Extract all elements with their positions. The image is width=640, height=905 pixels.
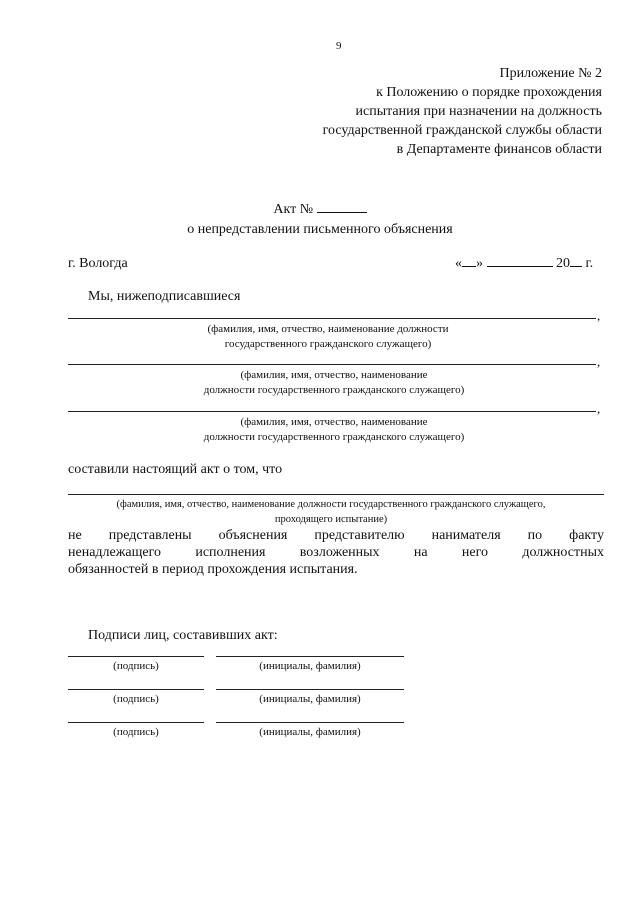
signature-line: [68, 722, 204, 723]
name-caption: (инициалы, фамилия): [259, 660, 361, 672]
word: на: [413, 545, 428, 560]
appendix-line: испытания при назначении на должность: [355, 104, 602, 119]
comma: ,: [597, 308, 601, 323]
word: не: [68, 528, 82, 543]
employee-line: [68, 494, 604, 495]
name-line: [216, 689, 404, 690]
sign-caption: (подпись): [113, 660, 159, 672]
caption-line: должности государственного гражданского служащего): [203, 384, 465, 396]
day-blank: [462, 266, 476, 267]
word: представлены: [108, 528, 192, 543]
year-suffix: г.: [585, 256, 594, 271]
appendix-line: государственной гражданской службы области: [322, 123, 602, 138]
caption-line: (фамилия, имя, отчество, наименование должности государственного гражданского служащего,: [116, 499, 546, 510]
appendix-line: Приложение № 2: [499, 66, 602, 81]
composed-text: составили настоящий акт о том, что: [68, 462, 283, 477]
comma: ,: [597, 354, 601, 369]
word: него: [461, 545, 489, 560]
date-open-quote: «: [455, 256, 462, 271]
caption-line: государственного гражданского служащего): [224, 338, 432, 350]
signature-line: [68, 656, 204, 657]
sign-caption: (подпись): [113, 693, 159, 705]
signatures-heading: Подписи лиц, составивших акт:: [88, 628, 278, 643]
word: должностных: [522, 545, 604, 560]
name-caption: (инициалы, фамилия): [259, 693, 361, 705]
signer-3-caption: [54, 415, 614, 445]
caption-line: (фамилия, имя, отчество, наименование должности: [207, 323, 449, 335]
date-close-quote: »: [476, 256, 483, 271]
act-title: [0, 202, 640, 218]
signer-3-line: [68, 411, 596, 412]
body-paragraph: [68, 527, 604, 578]
year-blank: [570, 266, 582, 267]
comma: ,: [597, 401, 601, 416]
body-line-2: [68, 544, 604, 561]
word: представителю: [314, 528, 405, 543]
appendix-block: [323, 64, 602, 159]
caption-line: (фамилия, имя, отчество, наименование: [240, 416, 428, 428]
month-blank: [487, 266, 553, 267]
year-prefix: 20: [556, 256, 570, 271]
caption-line: должности государственного гражданского служащего): [203, 431, 465, 443]
act-number-blank: [317, 212, 367, 213]
signature-line: [68, 689, 204, 690]
intro-text: Мы, нижеподписавшиеся: [88, 289, 241, 304]
word: исполнения: [195, 545, 266, 560]
employee-caption: [58, 497, 604, 527]
name-caption: (инициалы, фамилия): [259, 726, 361, 738]
word: объяснения: [218, 528, 288, 543]
appendix-line: к Положению о порядке прохождения: [376, 85, 602, 100]
word: возложенных: [299, 545, 380, 560]
name-line: [216, 722, 404, 723]
act-subtitle: о непредставлении письменного объяснения: [187, 222, 453, 237]
body-line-1: [68, 527, 604, 544]
caption-line: проходящего испытание): [274, 514, 388, 525]
name-line: [216, 656, 404, 657]
word: ненадлежащего: [68, 545, 162, 560]
date-field: [455, 256, 593, 272]
signer-2-caption: [54, 368, 614, 398]
act-title-text: Акт №: [273, 202, 314, 217]
caption-line: (фамилия, имя, отчество, наименование: [240, 369, 428, 381]
place: г. Вологда: [68, 256, 128, 271]
page-number: 9: [336, 40, 342, 52]
signer-1-line: [68, 318, 596, 319]
appendix-line: в Департаменте финансов области: [396, 142, 602, 157]
signer-1-caption: [48, 322, 608, 352]
word: по: [527, 528, 543, 543]
word: нанимателя: [431, 528, 501, 543]
word: факту: [569, 528, 604, 543]
signer-2-line: [68, 364, 596, 365]
sign-caption: (подпись): [113, 726, 159, 738]
body-line-3: обязанностей в период прохождения испытания.: [68, 562, 358, 577]
